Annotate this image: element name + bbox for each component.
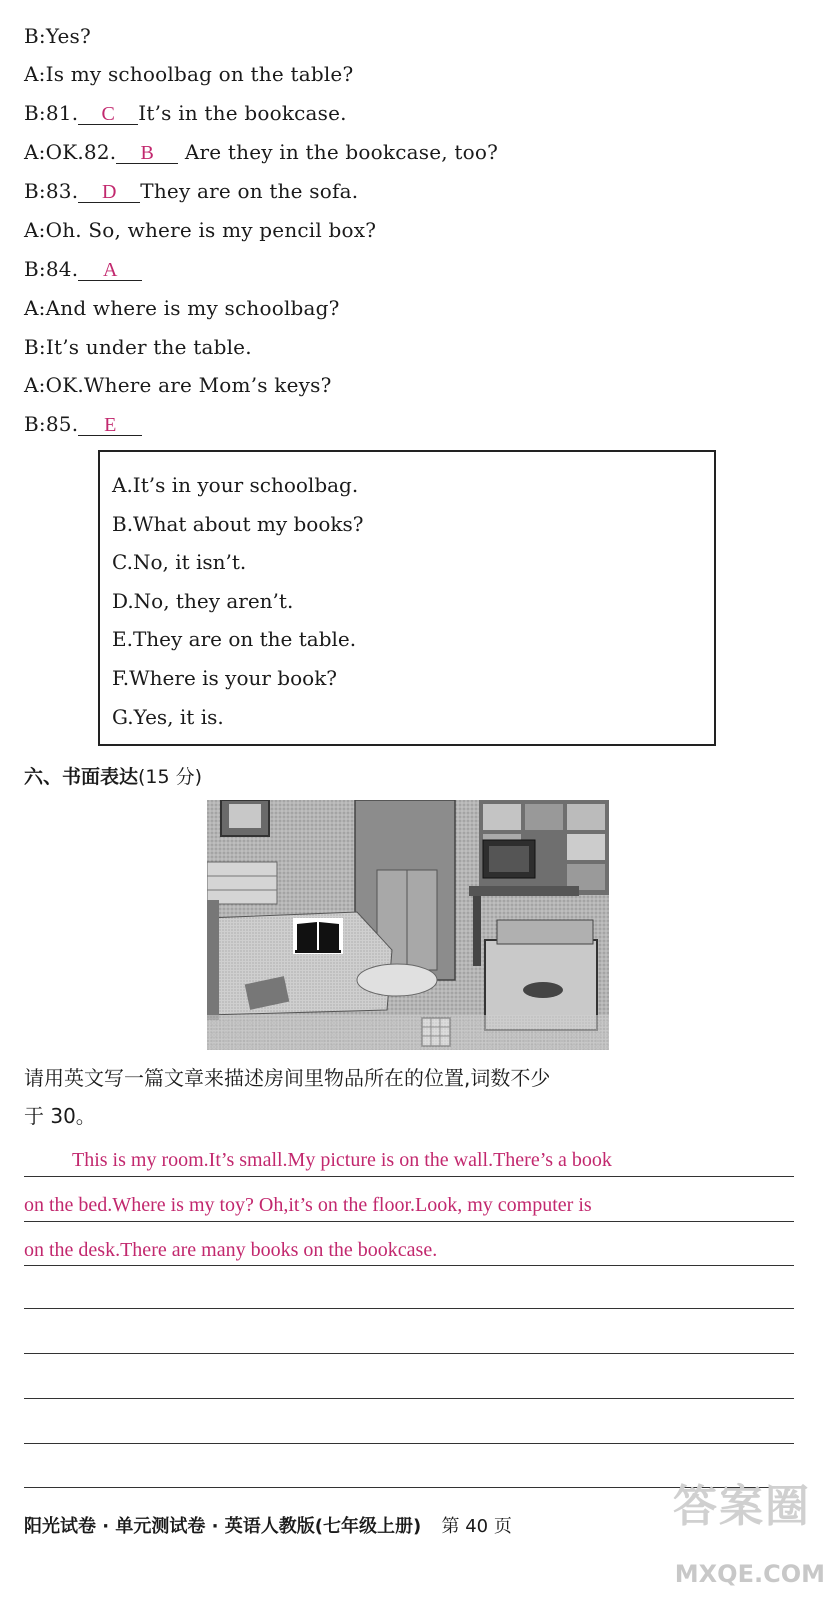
writing-rule-4 <box>24 1308 794 1309</box>
instruction-line-2: 于 30。 <box>24 1104 96 1128</box>
essay-line-2: on the bed.Where is my toy? Oh,it’s on the floor.Look, my computer is <box>24 1194 592 1216</box>
instruction-line-1: 请用英文写一篇文章来描述房间里物品所在的位置,词数不少 <box>24 1066 551 1090</box>
writing-rule-1 <box>24 1176 794 1177</box>
page-number: 第 40 页 <box>441 1516 512 1537</box>
answer-blank-85: E <box>78 413 142 436</box>
watermark-logo: 答案圈 <box>673 1481 811 1532</box>
dialogue-line-10: A:OK.Where are Mom’s keys? <box>24 373 332 397</box>
writing-rule-6 <box>24 1398 794 1399</box>
watermark-site: MXQE.COM <box>674 1560 825 1588</box>
dialogue-line-6: A:Oh. So, where is my pencil box? <box>24 218 377 242</box>
dialogue-line-4: A:OK.82. B Are they in the bookcase, too? <box>24 140 499 164</box>
writing-rule-3 <box>24 1265 794 1266</box>
dialogue-line-5: B:83. D They are on the sofa. <box>24 179 359 203</box>
essay-line-1: This is my room.It’s small.My picture is on the wall.There’s a book <box>72 1149 612 1171</box>
choice-b: B.What about my books? <box>112 512 364 536</box>
essay-line-3: on the desk.There are many books on the bookcase. <box>24 1239 438 1261</box>
choice-e: E.They are on the table. <box>112 627 357 651</box>
choice-c: C.No, it isn’t. <box>112 550 247 574</box>
dialogue-line-11: B:85. E <box>24 412 142 436</box>
answer-blank-82: B <box>116 141 178 164</box>
section-title: 六、书面表达(15 分) <box>24 766 203 788</box>
dialogue-line-3: B:81. C It’s in the bookcase. <box>24 101 347 125</box>
writing-rule-5 <box>24 1353 794 1354</box>
choices-box <box>98 450 716 746</box>
room-picture <box>207 800 609 1050</box>
answer-blank-84: A <box>78 258 142 281</box>
choice-a: A.It’s in your schoolbag. <box>112 473 359 497</box>
dialogue-line-1: B:Yes? <box>24 24 91 48</box>
dialogue-line-2: A:Is my schoolbag on the table? <box>24 62 354 86</box>
choice-g: G.Yes, it is. <box>112 705 224 729</box>
choice-d: D.No, they aren’t. <box>112 589 294 613</box>
answer-blank-83: D <box>78 180 140 203</box>
footer-text: 阳光试卷 · 单元测试卷 · 英语人教版(七年级上册) <box>24 1516 422 1537</box>
writing-rule-7 <box>24 1443 794 1444</box>
dialogue-line-8: A:And where is my schoolbag? <box>24 296 340 320</box>
answer-blank-81: C <box>78 102 138 125</box>
choice-f: F.Where is your book? <box>112 666 338 690</box>
writing-rule-2 <box>24 1221 794 1222</box>
dialogue-line-7: B:84. A <box>24 257 142 281</box>
page-footer <box>24 1515 794 1539</box>
dialogue-line-9: B:It’s under the table. <box>24 335 252 359</box>
